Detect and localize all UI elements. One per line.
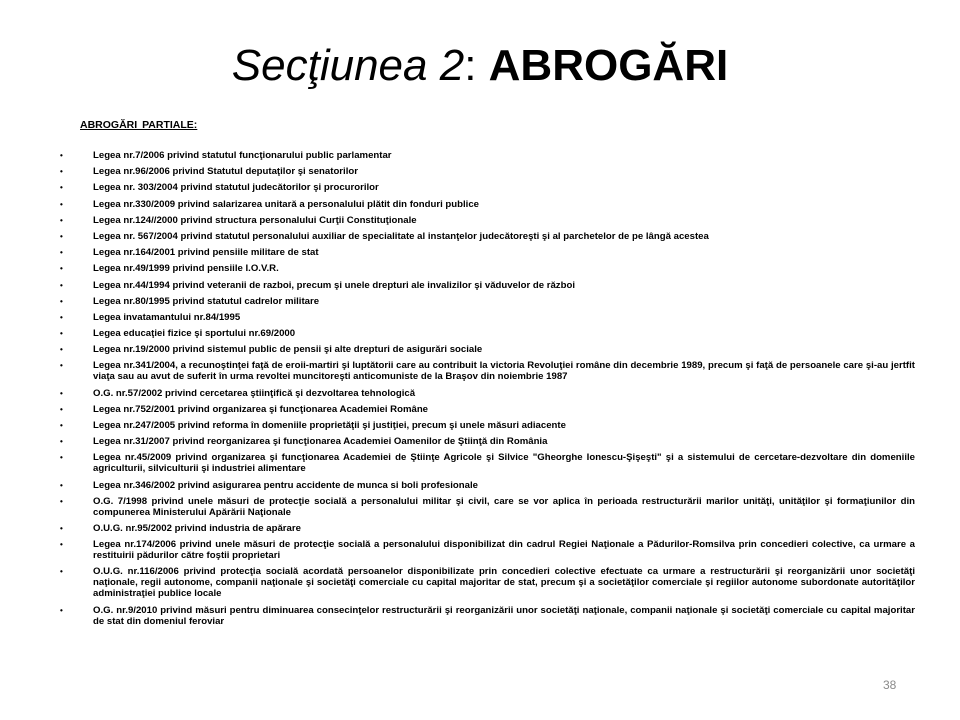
list-item-text: Legea nr. 567/2004 privind statutul personalului auxiliar de specialitate al instanţelor judecătoreşti şi al parchetelor de pe lângă acestea: [93, 230, 709, 242]
list-item: [60, 496, 915, 518]
list-item: [60, 166, 915, 177]
list-item-text: Legea nr.44/1994 privind veteranii de razboi, precum şi unele drepturi ale invalizilor şi văduvelor de război: [93, 279, 575, 291]
list-item-text: Legea nr.96/2006 privind Statutul deputaţilor şi senatorilor: [93, 166, 358, 178]
list-item-text: Legea nr.31/2007 privind reorganizarea şi funcţionarea Academiei Oamenilor de Ştiinţă din România: [93, 436, 548, 448]
subheading: ABROGĂRI PARTIALE:: [80, 119, 198, 131]
list-item-text: Legea nr.124//2000 privind structura personalului Curţii Constituţionale: [93, 214, 417, 226]
list-item: [60, 215, 915, 226]
bullet-icon: •: [60, 605, 63, 615]
bullet-icon: •: [60, 248, 63, 258]
list-item: [60, 539, 915, 561]
bullet-icon: •: [60, 388, 63, 398]
list-item-text: Legea educaţiei fizice şi sportului nr.69/2000: [93, 328, 296, 340]
slide-title: [0, 36, 960, 96]
list-item-text: Legea nr.7/2006 privind statutul funcţionarului public parlamentar: [93, 150, 392, 161]
list-item-text: Legea nr.346/2002 privind asigurarea pentru accidente de munca si boli profesionale: [93, 479, 478, 491]
abrogations-list: [60, 150, 915, 632]
bullet-icon: •: [60, 361, 63, 371]
list-item: [60, 360, 915, 382]
list-item: [60, 150, 915, 161]
bullet-icon: •: [60, 215, 63, 225]
list-item-text: Legea nr.164/2001 privind pensiile militare de stat: [93, 247, 319, 259]
bullet-icon: •: [60, 296, 63, 306]
list-item-text: Legea nr.247/2005 privind reforma în domeniile proprietăţii şi justiţiei, precum şi unele măsuri adiacente: [93, 420, 566, 431]
list-item: [60, 182, 915, 193]
bullet-icon: •: [60, 312, 63, 322]
title-main: ABROGĂRI: [488, 41, 729, 90]
list-item: [60, 312, 915, 323]
list-item: [60, 344, 915, 355]
bullet-icon: •: [60, 264, 63, 274]
list-item-text: Legea nr.330/2009 privind salarizarea unitară a personalului plătit din fonduri publice: [93, 198, 479, 210]
list-item: [60, 231, 915, 242]
list-item-text: Legea nr.19/2000 privind sistemul public de pensii şi alte drepturi de asigurări sociale: [93, 344, 483, 356]
list-item: [60, 452, 915, 474]
page-number: 38: [883, 678, 897, 692]
bullet-icon: •: [60, 496, 63, 506]
list-item-text: O.G. nr.57/2002 privind cercetarea ştiinţifică şi dezvoltarea tehnologică: [93, 387, 416, 399]
list-item: [60, 247, 915, 258]
list-item: [60, 605, 915, 627]
title-separator: :: [464, 41, 489, 90]
list-item-text: Legea nr.174/2006 privind unele măsuri de protecţie socială a personalului disponibilizat din cadrul Regiei Naţionale a Pădurilor-Romsilva prin concedieri colective, ca urmare a restituirii pădurilor către foştii proprietari: [93, 539, 915, 562]
list-item-text: O.G. nr.9/2010 privind măsuri pentru diminuarea consecinţelor restructurării şi reorganizării unor societăţi naţionale, companii naţionale şi societăţi comerciale cu capital majoritar de stat din domeniul feroviar: [93, 604, 915, 627]
list-item-text: Legea nr.80/1995 privind statutul cadrelor militare: [93, 295, 320, 307]
list-item: [60, 388, 915, 399]
bullet-icon: •: [60, 404, 63, 414]
list-item-text: Legea invatamantului nr.84/1995: [93, 311, 241, 323]
list-item-text: O.U.G. nr.116/2006 privind protecţia socială acordată persoanelor disponibilizate prin concedieri colective efectuate ca urmare a restructurării şi reorganizării unor societăţi naţionale, regii autonome, companii naţionale şi societăţi comerciale cu capital majoritar de stat, precum şi a societăţilor comerciale şi regiilor autonome subordonate autorităţilor administraţiei publice locale: [93, 566, 915, 600]
list-item: [60, 280, 915, 291]
list-item: [60, 420, 915, 431]
bullet-icon: •: [60, 540, 63, 550]
list-item: [60, 404, 915, 415]
bullet-icon: •: [60, 437, 63, 447]
bullet-icon: •: [60, 480, 63, 490]
bullet-icon: •: [60, 523, 63, 533]
list-item: [60, 199, 915, 210]
bullet-icon: •: [60, 329, 63, 339]
bullet-icon: •: [60, 183, 63, 193]
bullet-icon: •: [60, 167, 63, 177]
bullet-icon: •: [60, 199, 63, 209]
list-item: [60, 328, 915, 339]
bullet-icon: •: [60, 280, 63, 290]
list-item: [60, 296, 915, 307]
bullet-icon: •: [60, 567, 63, 577]
bullet-icon: •: [60, 421, 63, 430]
bullet-icon: •: [60, 345, 63, 355]
list-item-text: Legea nr. 303/2004 privind statutul judecătorilor şi procurorilor: [93, 182, 379, 194]
bullet-icon: •: [60, 151, 63, 160]
bullet-icon: •: [60, 231, 63, 241]
list-item-text: Legea nr.752/2001 privind organizarea şi funcţionarea Academiei Române: [93, 403, 429, 415]
list-item-text: Legea nr.49/1999 privind pensiile I.O.V.R.: [93, 263, 279, 275]
list-item: [60, 263, 915, 274]
list-item-text: O.U.G. nr.95/2002 privind industria de apărare: [93, 522, 301, 534]
list-item-text: O.G. 7/1998 privind unele măsuri de protecţie socială a personalului militar şi civil, care se vor aplica în perioada restructurării marilor unităţi, unităţilor şi formaţiunilor din compunerea Ministerului Apărării Naţionale: [93, 495, 915, 518]
list-item-text: Legea nr.341/2004, a recunoştinţei faţă de eroii-martiri şi luptătorii care au contribuit la victoria Revoluţiei române din decembrie 1989, precum şi faţă de persoanele care şi-au jertfit viaţa sau au avut de suferit în urma revoltei muncitoreşti anticomuniste de la Braşov din noiembrie 1987: [93, 360, 915, 383]
list-item: [60, 436, 915, 447]
list-item: [60, 480, 915, 491]
list-item: [60, 523, 915, 534]
list-item: [60, 566, 915, 599]
list-item-text: Legea nr.45/2009 privind organizarea şi funcţionarea Academiei de Ştiinţe Agricole şi Silvice "Gheorghe Ionescu-Şişeşti" şi a sistemului de cercetare-dezvoltare din domeniile agriculturii, silviculturii şi industriei alimentare: [93, 452, 915, 475]
title-section-label: Secţiunea 2: [231, 41, 465, 90]
bullet-icon: •: [60, 453, 63, 463]
